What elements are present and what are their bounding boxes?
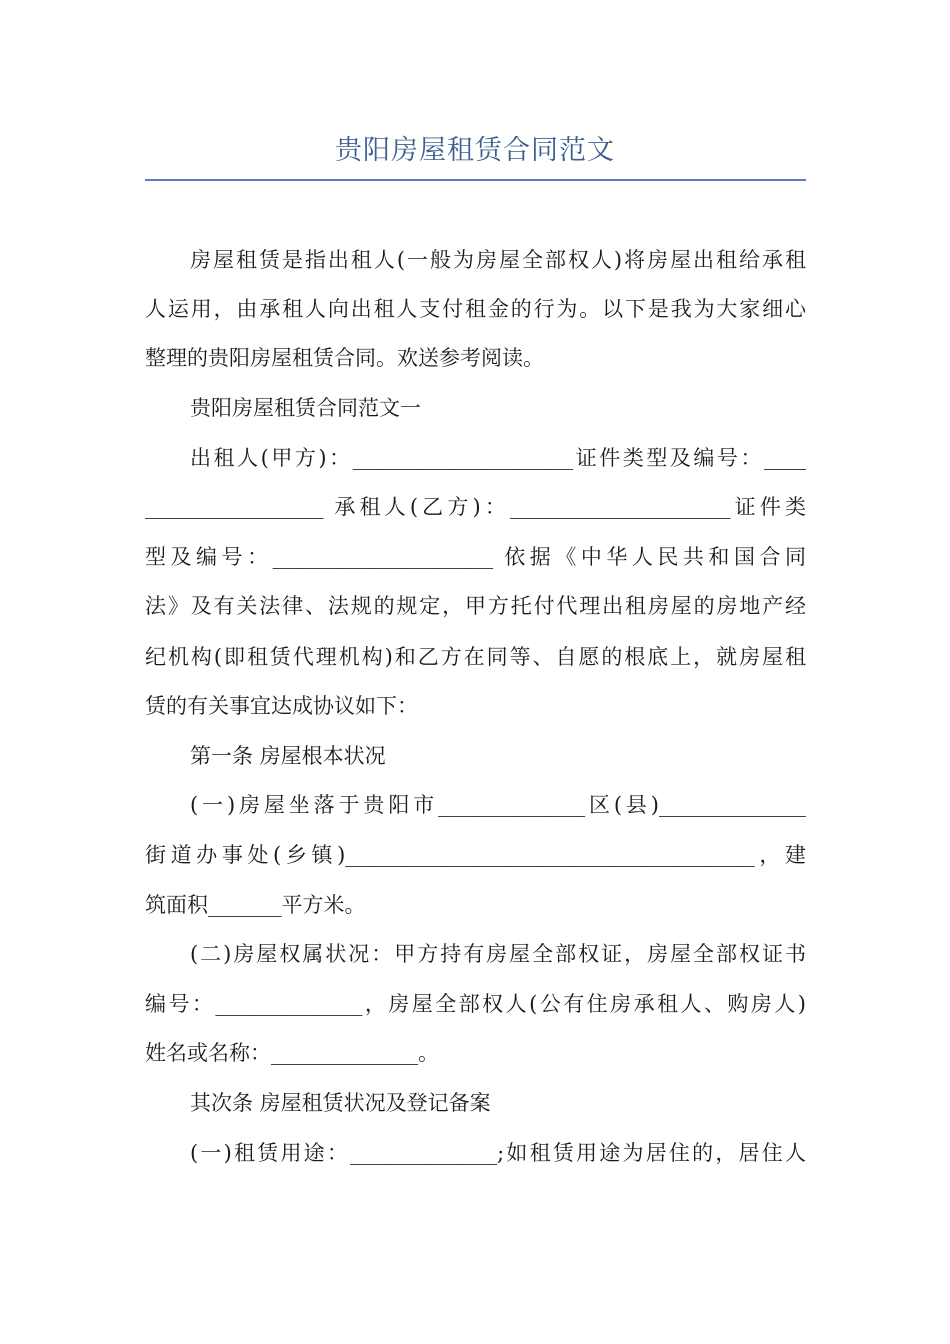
section-heading: 贵阳房屋租赁合同范文一 — [190, 396, 421, 420]
paragraph-line: 街道办事处(乡镇)_______________________________________，建 — [145, 843, 806, 867]
paragraph-line: 编号：______________，房屋全部权人(公有住房承租人、购房人) — [145, 992, 806, 1016]
paragraph-line: 型及编号：_____________________ 依据《中华人民共和国合同 — [145, 545, 806, 569]
article-heading: 其次条 房屋租赁状况及登记备案 — [190, 1091, 491, 1115]
article-heading: 第一条 房屋根本状况 — [190, 744, 386, 768]
paragraph-line: 纪机构(即租赁代理机构)和乙方在同等、自愿的根底上，就房屋租 — [145, 645, 806, 669]
paragraph-line: (二)房屋权属状况：甲方持有房屋全部权证，房屋全部权证书 — [190, 942, 806, 966]
paragraph-line: 出租人(甲方)：_____________________证件类型及编号：____ — [190, 446, 806, 470]
paragraph-line: 法》及有关法律、法规的规定，甲方托付代理出租房屋的房地产经 — [145, 594, 806, 618]
paragraph-line: 人运用，由承租人向出租人支付租金的行为。以下是我为大家细心 — [145, 297, 806, 321]
paragraph-line: (一)租赁用途：______________;如租赁用途为居住的，居住人 — [190, 1141, 806, 1165]
paragraph-line: 赁的有关事宜达成协议如下： — [145, 694, 418, 718]
paragraph-line: 整理的贵阳房屋租赁合同。欢送参考阅读。 — [145, 346, 544, 370]
title-underline — [145, 179, 806, 181]
paragraph-line: (一)房屋坐落于贵阳市______________区(县)______________ — [190, 793, 806, 817]
paragraph-line: _________________ 承租人(乙方)：_____________________证件类 — [145, 495, 806, 519]
document-title: 贵阳房屋租赁合同范文 — [335, 135, 615, 166]
paragraph-line: 筑面积_______平方米。 — [145, 893, 366, 917]
paragraph-line: 房屋租赁是指出租人(一般为房屋全部权人)将房屋出租给承租 — [190, 248, 806, 272]
paragraph-line: 姓名或名称：______________。 — [145, 1041, 439, 1065]
